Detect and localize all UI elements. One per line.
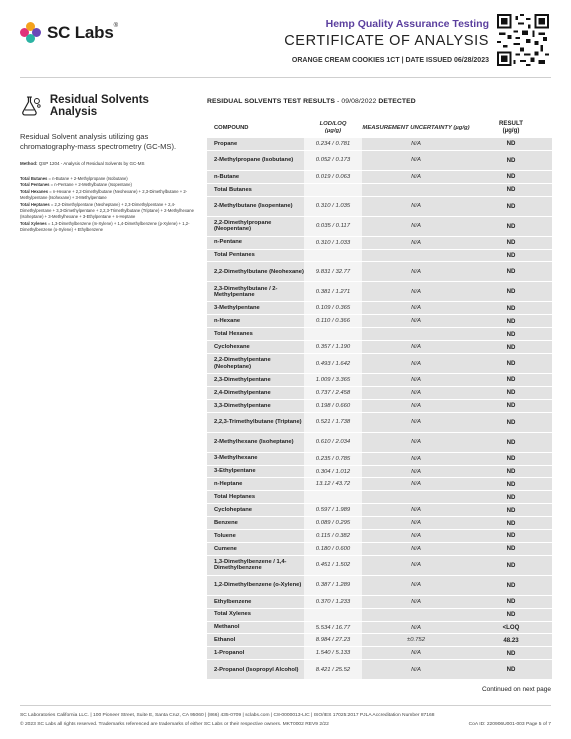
col-result: RESULT (µg/g) [499, 120, 523, 134]
result-cell: ND [470, 609, 552, 621]
result-cell: ND [470, 491, 552, 503]
lod-cell: 1.540 / 5.133 [304, 647, 362, 659]
compound-cell: 1-Propanol [207, 647, 304, 659]
lod-cell: 8.421 / 25.52 [304, 660, 362, 679]
uncertainty-cell: N/A [362, 400, 470, 412]
table-row [207, 302, 552, 315]
lod-cell: 8.984 / 27.23 [304, 634, 362, 646]
lod-cell: 0.737 / 2.458 [304, 387, 362, 399]
table-row [207, 354, 552, 374]
compound-cell: 2,2-Dimethylbutane (Neohexane) [207, 262, 304, 281]
result-cell: ND [470, 530, 552, 542]
uncertainty-cell: N/A [362, 171, 470, 183]
lod-cell: 0.115 / 0.382 [304, 530, 362, 542]
result-cell: ND [470, 478, 552, 490]
table-row [207, 622, 552, 635]
qr-code-icon [497, 14, 549, 66]
table-row [207, 197, 552, 217]
uncertainty-cell [362, 609, 470, 621]
uncertainty-cell: N/A [362, 197, 470, 216]
results-heading [207, 98, 552, 105]
compound-cell: Propane [207, 138, 304, 150]
table-row [207, 138, 552, 151]
table-row [207, 374, 552, 387]
table-body [207, 138, 552, 680]
totals-item: Total Xylenes = 1,3-Dimethylbenzene (m-Xylene) + 1,4-Dimethylbenzene (p-Xylene) + 1,2-Dimethylbenzene (o-Xylene) + Ethylbenzene [20, 220, 190, 233]
compound-cell: Total Xylenes [207, 609, 304, 621]
result-cell: ND [470, 237, 552, 249]
table-row [207, 660, 552, 680]
uncertainty-cell: N/A [362, 354, 470, 373]
lod-cell: 1.009 / 3.365 [304, 374, 362, 386]
table-row [207, 634, 552, 647]
uncertainty-cell: N/A [362, 647, 470, 659]
result-cell: ND [470, 504, 552, 516]
compound-cell: Total Butanes [207, 184, 304, 196]
table-row [207, 491, 552, 504]
result-cell: ND [470, 354, 552, 373]
lod-cell: 0.451 / 1.502 [304, 556, 362, 575]
page-footer [20, 705, 551, 729]
uncertainty-cell: N/A [362, 530, 470, 542]
lod-cell: 0.370 / 1.233 [304, 596, 362, 608]
lod-cell: 0.109 / 0.365 [304, 302, 362, 314]
lod-cell: 0.089 / 0.295 [304, 517, 362, 529]
continued-note: Continued on next page [481, 686, 551, 693]
result-cell: ND [470, 433, 552, 452]
table-row [207, 596, 552, 609]
table-row [207, 556, 552, 576]
result-cell: ND [470, 543, 552, 555]
col-compound: COMPOUND [214, 124, 249, 131]
result-cell: ND [470, 328, 552, 340]
lab-flask-icon [20, 96, 42, 116]
compound-cell: Benzene [207, 517, 304, 529]
table-row [207, 413, 552, 433]
result-cell: 48.23 [470, 634, 552, 646]
table-row [207, 282, 552, 302]
table-row [207, 517, 552, 530]
result-cell: ND [470, 453, 552, 465]
lod-cell [304, 328, 362, 340]
uncertainty-cell: N/A [362, 556, 470, 575]
result-cell: ND [470, 556, 552, 575]
header-subtitle: Hemp Quality Assurance Testing [325, 18, 489, 30]
result-cell: ND [470, 466, 552, 478]
compound-cell: Total Heptanes [207, 491, 304, 503]
header-title: CERTIFICATE OF ANALYSIS [284, 33, 489, 49]
brand-name: SC Labs® [47, 23, 118, 42]
lod-cell: 0.310 / 1.035 [304, 197, 362, 216]
uncertainty-cell: N/A [362, 138, 470, 150]
result-cell: ND [470, 302, 552, 314]
compound-cell: 2,4-Dimethylpentane [207, 387, 304, 399]
uncertainty-cell: N/A [362, 576, 470, 595]
compound-cell: Total Pentanes [207, 250, 304, 262]
uncertainty-cell: N/A [362, 302, 470, 314]
table-row [207, 217, 552, 237]
compound-cell: 2,3-Dimethylbutane / 2-Methylpentane [207, 282, 304, 301]
lod-cell [304, 491, 362, 503]
uncertainty-cell: N/A [362, 660, 470, 679]
lod-cell [304, 250, 362, 262]
compound-cell: n-Butane [207, 171, 304, 183]
table-row [207, 328, 552, 341]
section-heading [20, 94, 198, 118]
table-row [207, 341, 552, 354]
col-uncertainty: MEASUREMENT UNCERTAINTY (µg/g) [362, 124, 470, 131]
lod-cell: 0.387 / 1.289 [304, 576, 362, 595]
col-lod: LOD/LOQ (µg/g) [319, 121, 347, 134]
compound-cell: Toluene [207, 530, 304, 542]
lod-cell: 0.597 / 1.989 [304, 504, 362, 516]
compound-cell: 1,2-Dimethylbenzene (o-Xylene) [207, 576, 304, 595]
compound-cell: 2-Methylbutane (Isopentane) [207, 197, 304, 216]
table-row [207, 151, 552, 171]
result-cell: ND [470, 374, 552, 386]
compound-cell: n-Pentane [207, 237, 304, 249]
totals-item: Total Heptanes = 2,2-Dimethylpentane (Neoheptane) + 2,3-Dimethylpentane + 2,4-Dimethylpentane + 3,3-Dimethylpentane + 2,2,3-Trimethylbutane (Triptane) + 2-Methylhexane (Isoheptane) + 3-Methylhexane + 3-Ethylpentane + n-Heptane [20, 201, 194, 220]
table-row [207, 433, 552, 453]
footer-coa-id: CoA ID: 220906U001-003 Page 5 of 7 [468, 722, 551, 727]
footer-copyright: © 2023 SC Labs all rights reserved. Trademarks referenced are trademarks of either SC Labs or their respective owners. MKT0002 REV9 2/22 [20, 722, 329, 727]
uncertainty-cell: N/A [362, 433, 470, 452]
section-description: Residual Solvent analysis utilizing gas chromatography-mass spectrometry (GC-MS). [20, 132, 177, 151]
table-row [207, 478, 552, 491]
table-row [207, 184, 552, 197]
compound-cell: 3-Methylhexane [207, 453, 304, 465]
lod-cell [304, 609, 362, 621]
results-table [207, 118, 552, 680]
compound-cell: 3-Methylpentane [207, 302, 304, 314]
uncertainty-cell: N/A [362, 453, 470, 465]
uncertainty-cell: N/A [362, 413, 470, 432]
lod-cell: 0.180 / 0.600 [304, 543, 362, 555]
result-cell: ND [470, 217, 552, 236]
result-cell: ND [470, 400, 552, 412]
table-row [207, 250, 552, 263]
result-cell: ND [470, 262, 552, 281]
table-row [207, 466, 552, 479]
lod-cell: 0.019 / 0.063 [304, 171, 362, 183]
result-cell: ND [470, 647, 552, 659]
lod-cell: 0.357 / 1.190 [304, 341, 362, 353]
result-cell: <LOQ [470, 622, 552, 634]
uncertainty-cell: N/A [362, 622, 470, 634]
result-cell: ND [470, 596, 552, 608]
compound-cell: 2,3-Dimethylpentane [207, 374, 304, 386]
uncertainty-cell: N/A [362, 262, 470, 281]
table-header [207, 118, 552, 138]
uncertainty-cell: N/A [362, 504, 470, 516]
compound-cell: Cycloheptane [207, 504, 304, 516]
result-cell: ND [470, 576, 552, 595]
result-cell: ND [470, 197, 552, 216]
table-row [207, 315, 552, 328]
uncertainty-cell: N/A [362, 543, 470, 555]
uncertainty-cell: N/A [362, 387, 470, 399]
totals-item: Total Pentanes = n-Pentane + 2-Methylbutane (Isopentane) [20, 182, 132, 188]
result-cell: ND [470, 413, 552, 432]
lod-cell: 0.381 / 1.271 [304, 282, 362, 301]
table-row [207, 171, 552, 184]
compound-cell: 2,2-Dimethylpropane (Neopentane) [207, 217, 304, 236]
method-line: Method: QSP 1204 - Analysis of Residual Solvents by GC-MS [20, 161, 145, 166]
lod-cell: 0.235 / 0.785 [304, 453, 362, 465]
compound-cell: 2,2-Dimethylpentane (Neoheptane) [207, 354, 304, 373]
uncertainty-cell: N/A [362, 466, 470, 478]
lod-cell: 13.12 / 43.72 [304, 478, 362, 490]
uncertainty-cell: N/A [362, 596, 470, 608]
result-cell: ND [470, 250, 552, 262]
header-divider [20, 77, 551, 78]
result-cell: ND [470, 138, 552, 150]
footer-address: SC Laboratories California LLC. | 100 Pioneer Street, Suite E, Santa Cruz, CA 95060 | (866) 435-0709 | sclabs.com | C8-0000013-LIC | ISO/IES 17025:2017 PJLA Accreditation Number 87168 [20, 713, 435, 718]
uncertainty-cell [362, 250, 470, 262]
compound-cell: Methanol [207, 622, 304, 634]
lod-cell: 0.304 / 1.012 [304, 466, 362, 478]
lod-cell: 0.610 / 2.034 [304, 433, 362, 452]
table-row [207, 530, 552, 543]
lod-cell: 9.831 / 32.77 [304, 262, 362, 281]
results-title: RESIDUAL SOLVENTS TEST RESULTS - 09/08/2022 DETECTED [207, 98, 416, 105]
result-cell: ND [470, 282, 552, 301]
result-cell: ND [470, 171, 552, 183]
totals-item: Total Hexanes = n-Hexane + 2,2-Dimethylbutane (Neohexane) + 2,3-Dimethylbutane + 2-Methylpentane (Isohexane) + 3-Methylpentane [20, 188, 188, 201]
uncertainty-cell: N/A [362, 237, 470, 249]
compound-cell: Cumene [207, 543, 304, 555]
uncertainty-cell [362, 491, 470, 503]
uncertainty-cell: N/A [362, 517, 470, 529]
totals-definitions [20, 176, 198, 234]
table-row [207, 647, 552, 660]
uncertainty-cell: N/A [362, 282, 470, 301]
table-row [207, 609, 552, 622]
compound-cell: n-Heptane [207, 478, 304, 490]
compound-cell: Ethylbenzene [207, 596, 304, 608]
lod-cell: 5.534 / 16.77 [304, 622, 362, 634]
compound-cell: 2-Propanol (Isopropyl Alcohol) [207, 660, 304, 679]
result-cell: ND [470, 315, 552, 327]
table-row [207, 576, 552, 596]
compound-cell: Ethanol [207, 634, 304, 646]
header-meta: ORANGE CREAM COOKIES 1CT | DATE ISSUED 06/28/2023 [291, 57, 489, 64]
compound-cell: Cyclohexane [207, 341, 304, 353]
uncertainty-cell: N/A [362, 374, 470, 386]
compound-cell: Total Hexanes [207, 328, 304, 340]
table-row [207, 543, 552, 556]
lod-cell: 0.234 / 0.781 [304, 138, 362, 150]
uncertainty-cell: N/A [362, 341, 470, 353]
result-cell: ND [470, 660, 552, 679]
lod-cell: 0.052 / 0.173 [304, 151, 362, 170]
result-cell: ND [470, 341, 552, 353]
section-info [20, 94, 198, 234]
compound-cell: 3,3-Dimethylpentane [207, 400, 304, 412]
uncertainty-cell [362, 184, 470, 196]
lod-cell [304, 184, 362, 196]
uncertainty-cell: N/A [362, 217, 470, 236]
table-row [207, 400, 552, 413]
sc-labs-logo-icon [20, 22, 42, 44]
lod-cell: 0.521 / 1.738 [304, 413, 362, 432]
result-cell: ND [470, 151, 552, 170]
totals-item: Total Butanes = n-Butane + 2-Methylpropane (Isobutane) [20, 176, 128, 181]
compound-cell: 2-Methylpropane (Isobutane) [207, 151, 304, 170]
brand-logo [20, 22, 118, 44]
uncertainty-cell: N/A [362, 151, 470, 170]
uncertainty-cell: N/A [362, 478, 470, 490]
table-row [207, 237, 552, 250]
lod-cell: 0.493 / 1.642 [304, 354, 362, 373]
lod-cell: 0.035 / 0.117 [304, 217, 362, 236]
compound-cell: 1,3-Dimethylbenzene / 1,4-Dimethylbenzene [207, 556, 304, 575]
lod-cell: 0.310 / 1.033 [304, 237, 362, 249]
compound-cell: 2-Methylhexane (Isoheptane) [207, 433, 304, 452]
uncertainty-cell: ±0.752 [362, 634, 470, 646]
compound-cell: n-Hexane [207, 315, 304, 327]
table-row [207, 387, 552, 400]
uncertainty-cell [362, 328, 470, 340]
compound-cell: 3-Ethylpentane [207, 466, 304, 478]
table-row [207, 262, 552, 282]
uncertainty-cell: N/A [362, 315, 470, 327]
table-row [207, 504, 552, 517]
document-header [284, 18, 489, 64]
result-cell: ND [470, 387, 552, 399]
section-title: Residual Solvents Analysis [49, 94, 149, 118]
lod-cell: 0.198 / 0.660 [304, 400, 362, 412]
lod-cell: 0.110 / 0.366 [304, 315, 362, 327]
result-cell: ND [470, 184, 552, 196]
table-row [207, 453, 552, 466]
compound-cell: 2,2,3-Trimethylbutane (Triptane) [207, 413, 304, 432]
result-cell: ND [470, 517, 552, 529]
